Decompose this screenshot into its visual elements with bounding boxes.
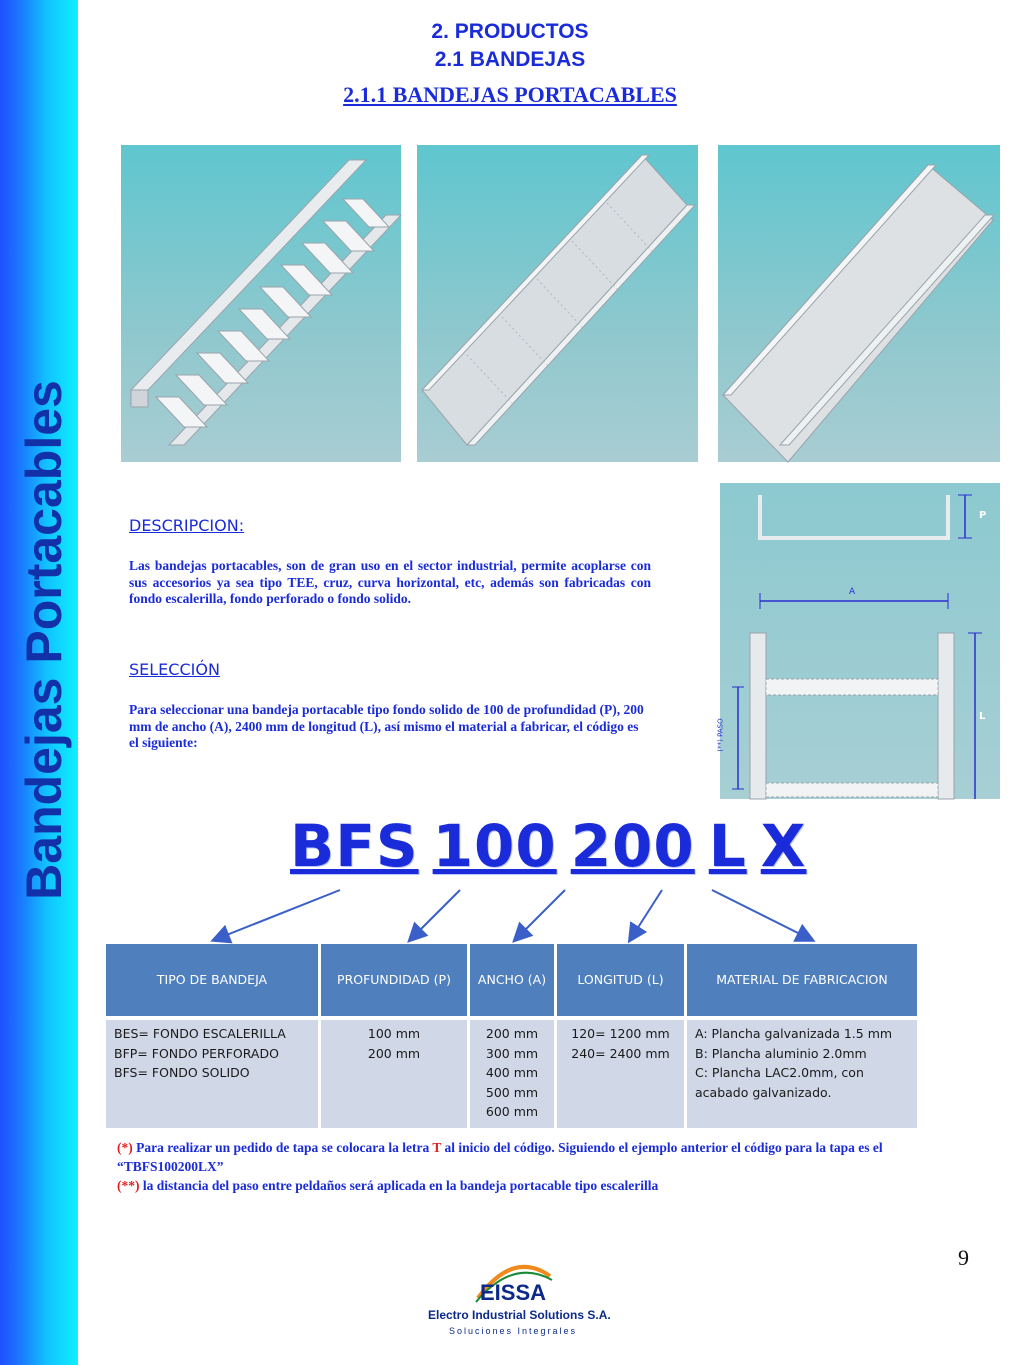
footnote-1-letter: T xyxy=(432,1140,442,1155)
diagram-label-step: (**) PASO xyxy=(716,718,725,752)
code-part-width: 200 xyxy=(570,812,695,880)
diagram-label-l: L xyxy=(979,711,986,722)
photo-perforated-tray xyxy=(417,145,698,462)
sidebar-title: Bandejas Portacables xyxy=(16,380,72,900)
logo-mark-icon xyxy=(468,1258,558,1308)
description-text: Las bandejas portacables, son de gran uso en el sector industrial, permite acoplarse con sus accesorios ya sea tipo TEE, cruz, curva horizontal, etc, además son fabricadas con fondo escalerilla, fondo perforado o fondo solido. xyxy=(129,558,651,606)
cell-ancho xyxy=(470,1020,557,1128)
ancho-item: 600 mm xyxy=(485,1104,539,1119)
subsection-heading: 2.1 BANDEJAS xyxy=(434,48,586,71)
tray-dimensions-diagram xyxy=(716,483,1000,799)
logo-mark-text: EISSA xyxy=(479,1280,547,1305)
header-profundidad: PROFUNDIDAD (P) xyxy=(321,944,470,1020)
selection-text: Para seleccionar una bandeja portacable tipo fondo solido de 100 de profundidad (P), 200 mm de ancho (A), 2400 mm de longitud (L), así mismo el material a fabricar, el código es el siguiente: xyxy=(129,702,644,750)
section-heading: 2. PRODUCTOS xyxy=(431,20,589,43)
selection-title: SELECCIÓN xyxy=(129,660,220,679)
table-header-row xyxy=(106,944,917,1020)
longitud-item: 240= 2400 mm xyxy=(571,1045,670,1061)
header-material: MATERIAL DE FABRICACION xyxy=(687,944,917,1020)
product-code xyxy=(290,812,820,880)
header-longitud: LONGITUD (L) xyxy=(557,944,687,1020)
table-row xyxy=(106,1020,917,1128)
material-item: A: Plancha galvanizada 1.5 mm xyxy=(695,1026,893,1041)
diagram-label-a: A xyxy=(849,587,856,597)
ancho-item: 400 mm xyxy=(485,1065,539,1080)
longitud-item: 120= 1200 mm xyxy=(571,1026,670,1041)
cell-profundidad xyxy=(321,1020,470,1128)
profundidad-item: 100 mm xyxy=(367,1026,421,1041)
cell-material xyxy=(687,1020,917,1128)
sidebar-band xyxy=(0,0,78,1365)
code-part-length: L xyxy=(708,812,747,880)
footnote-1 xyxy=(117,1138,907,1176)
code-part-type: BFS xyxy=(290,812,419,880)
ancho-item: 200 mm xyxy=(485,1026,539,1041)
photo-solid-tray xyxy=(718,145,1000,462)
header-ancho: ANCHO (A) xyxy=(470,944,557,1020)
footnotes xyxy=(117,1138,907,1195)
photo-ladder-tray xyxy=(121,145,401,462)
logo-tagline: Soluciones Integrales xyxy=(448,1326,578,1336)
page-title: 2.1.1 BANDEJAS PORTACABLES xyxy=(343,82,677,107)
cell-tipo xyxy=(106,1020,321,1128)
profundidad-item: 200 mm xyxy=(367,1045,421,1061)
footnote-2-text: la distancia del paso entre peldaños será aplicada en la bandeja portacable tipo escalerilla xyxy=(139,1178,659,1193)
material-item: C: Plancha LAC2.0mm, con acabado galvanizado. xyxy=(695,1065,864,1100)
code-part-depth: 100 xyxy=(432,812,557,880)
tipo-item: BFP= FONDO PERFORADO xyxy=(114,1045,279,1061)
footnote-2-mark: (**) xyxy=(117,1178,140,1193)
spec-table xyxy=(106,944,917,1128)
footnote-1-mark: (*) xyxy=(117,1140,133,1155)
code-part-material: X xyxy=(760,812,807,880)
logo-company-name: Electro Industrial Solutions S.A. xyxy=(428,1308,611,1322)
page-number: 9 xyxy=(958,1245,969,1270)
tipo-item: BES= FONDO ESCALERILLA xyxy=(114,1026,286,1041)
diagram-label-p: P xyxy=(979,510,987,521)
ancho-item: 300 mm xyxy=(485,1045,539,1061)
description-title: DESCRIPCION: xyxy=(129,516,245,535)
header-tipo: TIPO DE BANDEJA xyxy=(106,944,321,1020)
ancho-item: 500 mm xyxy=(485,1084,539,1100)
tipo-item: BFS= FONDO SOLIDO xyxy=(114,1065,250,1080)
footnote-1-text-a: Para realizar un pedido de tapa se colocara la letra xyxy=(132,1140,433,1155)
company-logo xyxy=(428,1258,611,1348)
footnote-1-text-b: al inicio del código. Siguiendo el ejemplo anterior el código para la tapa es el “TBFS100200LX” xyxy=(117,1140,883,1174)
material-item: B: Plancha aluminio 2.0mm xyxy=(695,1045,867,1061)
footnote-2 xyxy=(117,1176,907,1195)
cell-longitud xyxy=(557,1020,687,1128)
